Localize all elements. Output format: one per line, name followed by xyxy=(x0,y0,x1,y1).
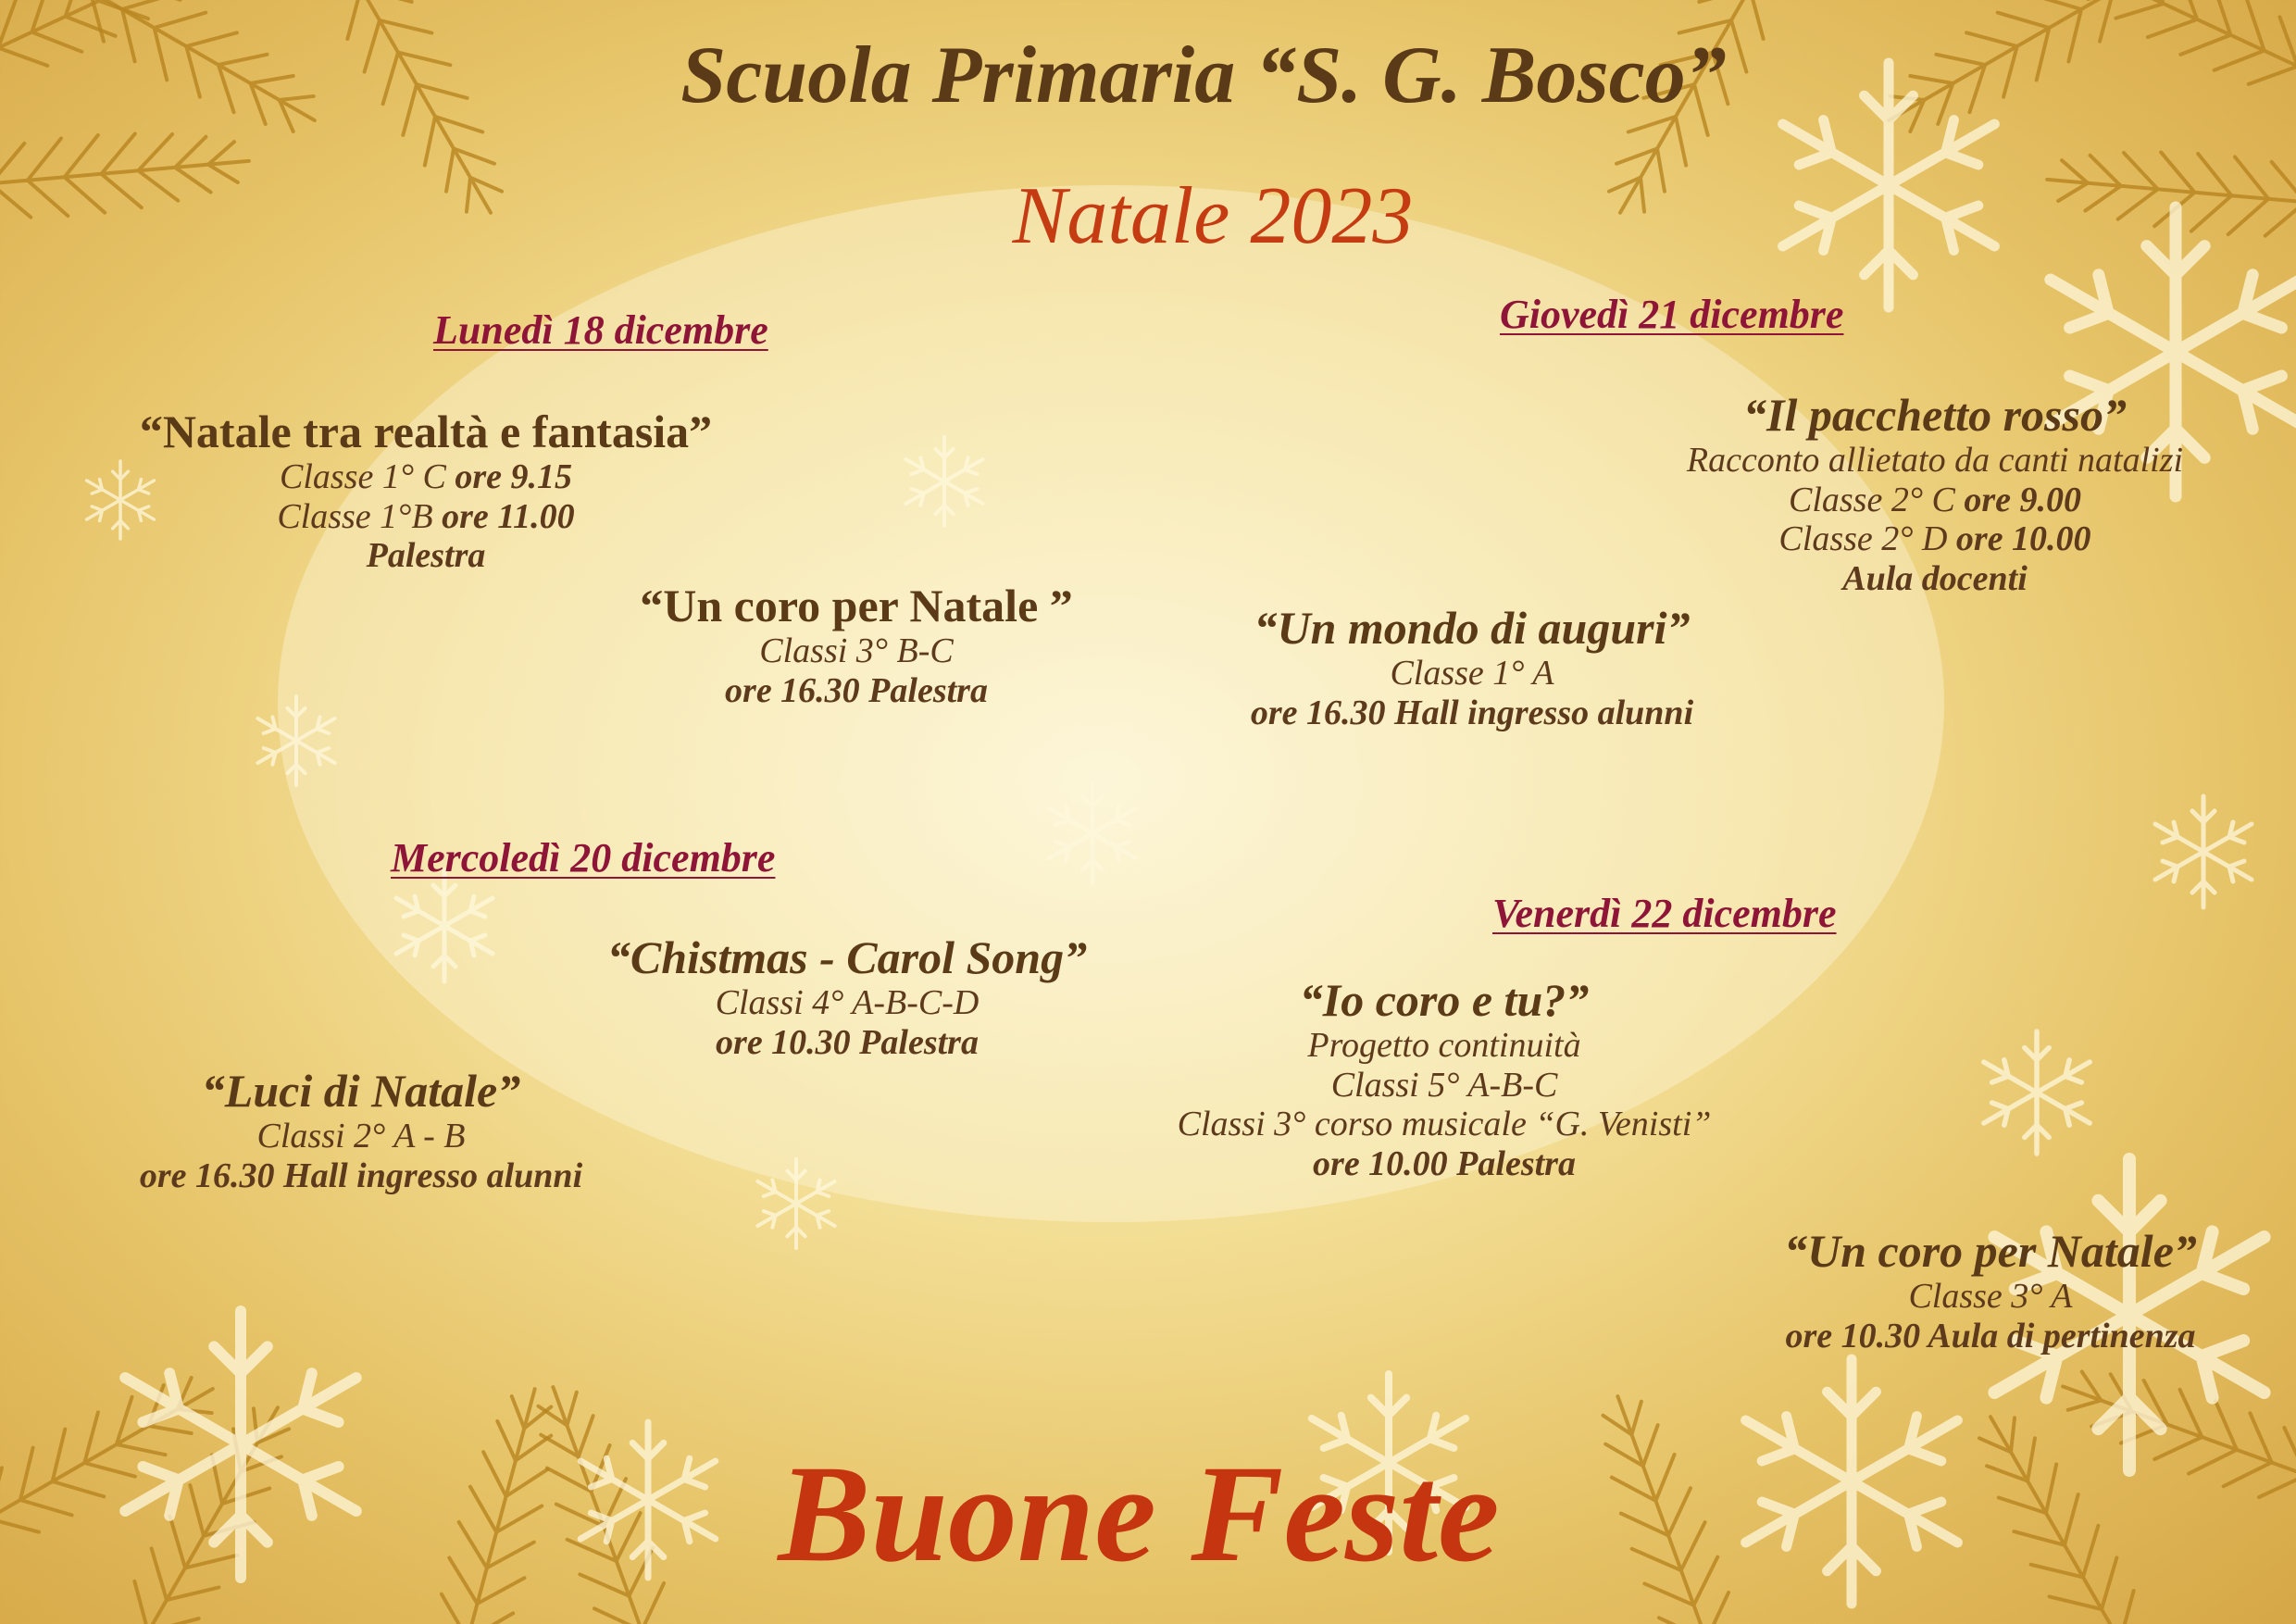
event-classes: Classi 4° A-B-C-D xyxy=(715,983,980,1022)
event-schedule-line xyxy=(277,497,574,537)
event-description: Progetto continuità xyxy=(1307,1026,1581,1065)
day-heading-wednesday: Mercoledì 20 dicembre xyxy=(391,835,776,881)
event-title: Natale 2023 xyxy=(1012,171,1414,261)
event-class: Classe 1° C xyxy=(279,457,446,496)
event-class: Classe 1°B xyxy=(277,496,433,536)
event-monday-coro xyxy=(583,580,1129,710)
event-place: Palestra xyxy=(366,536,486,576)
day-heading-monday: Lunedì 18 dicembre xyxy=(433,307,768,353)
event-schedule-line xyxy=(1789,481,2081,520)
event-classes: Classi 2° A - B xyxy=(256,1117,466,1156)
event-schedule-line xyxy=(280,457,572,497)
day-heading-thursday: Giovedì 21 dicembre xyxy=(1500,292,1844,337)
school-title: Scuola Primaria “S. G. Bosco” xyxy=(680,31,1727,120)
event-schedule-line xyxy=(1778,519,2090,559)
event-title-text: “Un mondo di auguri” xyxy=(1254,602,1691,654)
event-time-place: ore 10.30 Aula di pertinenza xyxy=(1785,1316,2196,1355)
day-heading-friday: Venerdì 22 dicembre xyxy=(1492,891,1837,936)
event-time-place: ore 10.30 Palestra xyxy=(716,1022,979,1062)
event-classes: Classe 3° A xyxy=(1908,1277,2073,1316)
event-class: Classe 2° C xyxy=(1788,480,1955,519)
event-classes: Classe 1° A xyxy=(1390,654,1554,693)
event-thursday-mondo-auguri xyxy=(1157,602,1787,732)
event-time-place: ore 10.00 Palestra xyxy=(1313,1143,1576,1183)
event-time: ore 9.15 xyxy=(455,457,573,496)
event-description: Racconto allietato da canti natalizi xyxy=(1686,441,2184,480)
event-time: ore 11.00 xyxy=(442,496,575,536)
event-time-place: ore 16.30 Palestra xyxy=(725,670,988,710)
event-friday-io-coro xyxy=(1148,974,1741,1183)
event-classes: Classi 3° B-C xyxy=(759,631,954,670)
event-classes: Classi 5° A-B-C xyxy=(1330,1065,1558,1105)
event-title-text: “Luci di Natale” xyxy=(201,1065,521,1117)
greeting: Buone Feste xyxy=(778,1437,1500,1591)
event-classes: Classi 3° corso musicale “G. Venisti” xyxy=(1177,1105,1712,1144)
event-title-text: “Il pacchetto rosso” xyxy=(1743,389,2127,441)
event-thursday-pacchetto xyxy=(1574,389,2296,598)
event-title-text: “Un coro per Natale” xyxy=(1784,1225,2197,1277)
event-time-place: ore 16.30 Hall ingresso alunni xyxy=(1250,693,1694,732)
event-title-text: “Io coro e tu?” xyxy=(1299,974,1590,1026)
event-title-text: “Natale tra realtà e fantasia” xyxy=(139,406,713,457)
event-class: Classe 2° D xyxy=(1778,519,1948,559)
event-time-place: ore 16.30 Hall ingresso alunni xyxy=(139,1156,583,1195)
event-time: ore 9.00 xyxy=(1964,480,2082,519)
event-wednesday-carol-song xyxy=(555,931,1139,1062)
event-place: Aula docenti xyxy=(1842,558,2028,598)
event-wednesday-luci xyxy=(83,1065,639,1195)
event-title-text: “Un coro per Natale ” xyxy=(640,580,1073,631)
event-title-text: “Chistmas - Carol Song” xyxy=(606,931,1088,983)
event-friday-coro xyxy=(1694,1225,2287,1355)
event-time: ore 10.00 xyxy=(1955,519,2091,559)
event-monday-natale-realta xyxy=(111,406,741,576)
